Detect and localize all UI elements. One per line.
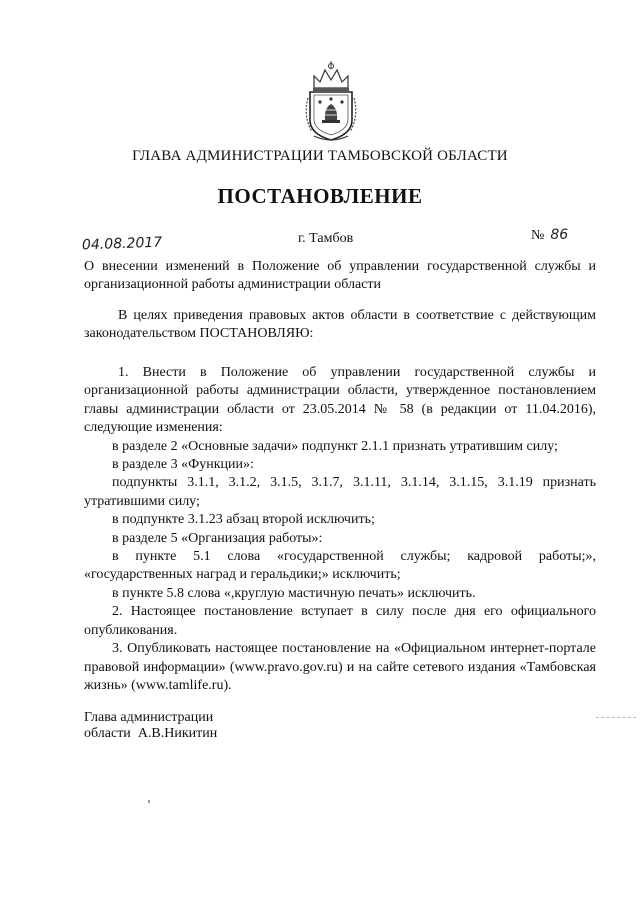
document-type-title: ПОСТАНОВЛЕНИЕ [217,184,423,208]
document-date: 04.08.2017 [81,234,163,254]
scan-artifact-dot [148,800,150,803]
signatory-region: области [84,726,131,741]
body-paragraph: в подпункте 3.1.23 абзац второй исключить; [112,512,375,528]
issuing-authority: ГЛАВА АДМИНИСТРАЦИИ ТАМБОВСКОЙ ОБЛАСТИ [132,148,508,164]
number-label: № [531,228,545,243]
signature-block [84,710,217,742]
body-paragraph: в разделе 3 «Функции»: [112,457,254,473]
document-number [531,227,568,244]
body-paragraph: в пункте 5.1 слова «государственной службы; кадровой работы;», «государственных наград и геральдики;» исключить; [84,549,596,583]
document-preamble [84,307,596,344]
body-paragraph: 2. Настоящее постановление вступает в силу после дня его официального опубликования. [84,604,596,638]
body-paragraph: 3. Опубликовать настоящее постановление на «Официальном интернет-портале правовой информации» (www.pravo.gov.ru) и на сайте сетевого издания «Тамбовская жизнь» (www.tamlife.ru). [84,641,596,693]
body-paragraph: подпункты 3.1.1, 3.1.2, 3.1.5, 3.1.7, 3.1.11, 3.1.14, 3.1.15, 3.1.19 признать утратившими силу; [84,475,596,509]
document-body [84,364,596,695]
preamble-text: В целях приведения правовых актов области в соответствие с действующим законодательством ПОСТАНОВЛЯЮ: [84,308,596,342]
subject-text: О внесении изменений в Положение об управлении государственной службы и организационной работы администрации области [84,259,596,293]
body-paragraph: в пункте 5.8 слова «,круглую мастичную печать» исключить. [112,585,476,601]
signatory-line [84,726,217,742]
body-paragraph: в разделе 2 «Основные задачи» подпункт 2.1.1 признать утратившим силу; [112,438,558,454]
signatory-position: Глава администрации [84,710,214,725]
scan-artifact-line [596,717,636,718]
document-city: г. Тамбов [298,231,354,246]
number-value: 86 [550,227,569,243]
document-subject [84,258,596,295]
body-paragraph: в разделе 5 «Организация работы»: [112,530,323,546]
signatory-name: А.В.Никитин [137,726,218,741]
tambov-coat-of-arms-icon [300,58,362,142]
body-paragraph: 1. Внести в Положение об управлении государственной службы и организационной работы администрации области, утвержденное постановлением главы администрации области от 23.05.2014 № 58 (в редакции от 11.04.2016), следующие изменения: [84,365,596,436]
